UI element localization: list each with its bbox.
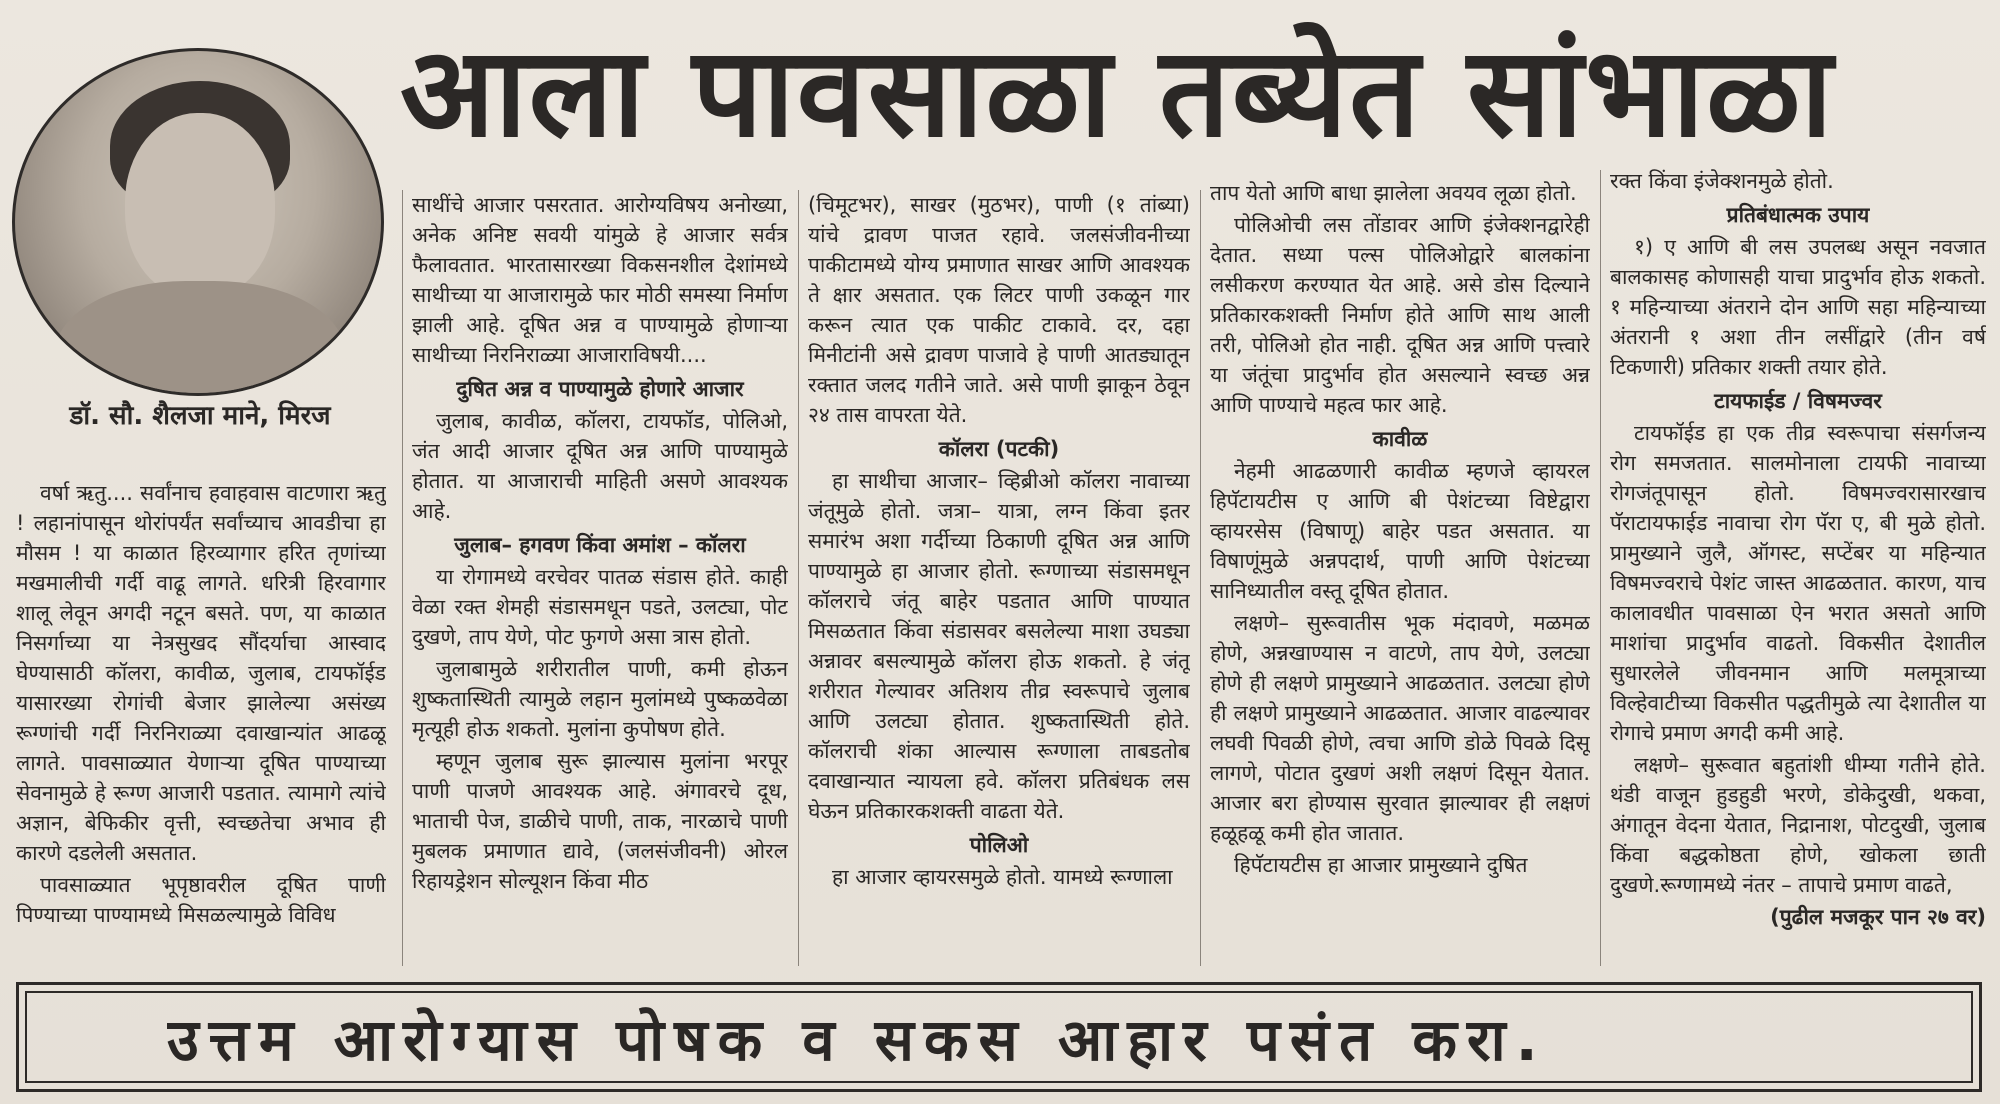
column-4-paragraph-5: हिपॅटायटीस हा आजार प्रामुख्याने दुषित — [1234, 853, 1528, 877]
column-rule — [402, 190, 403, 966]
column-2-paragraph-3: या रोगामध्ये वरचेवर पातळ संडास होते. काही वेळा रक्त शेमही संडासमधून पडते, उलट्या, पोट दुखणे, ताप येणे, पोट फुगणे असा त्रास होतो. — [412, 565, 788, 649]
column-3-paragraph-3: हा आजार व्हायरसमुळे होतो. यामध्ये रूग्णाला — [832, 865, 1173, 889]
article-column-4 — [1210, 178, 1590, 966]
column-2-paragraph-4: जुलाबामुळे शरीरातील पाणी, कमी होऊन शुष्कतास्थिती त्यामुळे लहान मुलांमध्ये पुष्कळवेळा मृत्यूही होऊ शकतो. मुलांना कुपोषण होते. — [412, 657, 788, 741]
column-4-paragraph-3: नेहमी आढळणारी कावीळ म्हणजे व्हायरल हिपॅटायटीस ए आणि बी पेशंटच्या विष्टेद्वारा व्हायरसेस (विषाणू) बाहेर पडत असतात. या विषाणूंमुळे अन्नपदार्थ, पाणी आणि पेशंटच्या सानिध्यातील वस्तू दूषित होतात. — [1210, 459, 1590, 603]
subheading-jaundice: कावीळ — [1372, 427, 1428, 451]
continued-on-page-note: (पुढील मजकूर पान २७ वर) — [1770, 905, 1986, 929]
photo-face — [125, 113, 275, 298]
article-column-5 — [1610, 166, 1986, 966]
subheading-typhoid: टायफाईड / विषमज्वर — [1714, 389, 1882, 413]
article-column-2 — [412, 190, 788, 966]
column-5-paragraph-2: १) ए आणि बी लस उपलब्ध असून नवजात बालकासह कोणासही याचा प्रादुर्भाव होऊ शकतो. १ महिन्याच्या अंतराने दोन आणि सहा महिन्याच्या अंतरानी १ अशा तीन लसींद्वारे (तीन वर्ष टिकणारी) प्रतिकार शक्ती तयार होते. — [1610, 235, 1986, 379]
column-5-paragraph-3: टायफॉईड हा एक तीव्र स्वरूपाचा संसर्गजन्य रोग समजतात. सालमोनाला टायफी नावाच्या रोगजंतूपासून होतो. विषमज्वरासारखाच पॅराटायफाईड नावाचा रोग पॅरा ए, बी मुळे होतो. प्रामुख्याने जुलै, ऑगस्ट, सप्टेंबर या महिन्यात विषमज्वराचे पेशंट जास्त आढळतात. कारण, याच कालावधीत पावसाळा ऐन भरात असतो आणि माशांचा प्रादुर्भाव वाढतो. विकसीत देशातील सुधारलेले जीवनमान आणि मलमूत्राच्या विल्हेवाटीच्या विकसीत पद्धतीमुळे त्या देशातील या रोगाचे प्रमाण अगदी कमी आहे. — [1610, 421, 1986, 745]
article-column-3 — [808, 190, 1190, 966]
subheading-prevention: प्रतिबंधात्मक उपाय — [1726, 203, 1870, 227]
subheading-cholera: कॉलरा (पटकी) — [938, 437, 1060, 461]
column-4-paragraph-1: ताप येतो आणि बाधा झालेला अवयव लूळा होतो. — [1210, 181, 1577, 205]
column-4-paragraph-2: पोलिओची लस तोंडावर आणि इंजेक्शनद्वारेही देतात. सध्या पल्स पोलिओद्वारे बालकांना लसीकरण करण्यात येत आहे. असे डोस दिल्याने प्रतिकारकशक्ती निर्माण होते आणि साथ आली तरी, पोलिओ होत नाही. दूषित अन्न आणि पत्त्वारे या जंतूंचा प्रादुर्भाव होत असल्याने स्वच्छ अन्न आणि पाण्याचे महत्व फार आहे. — [1210, 213, 1590, 417]
headline: आला पावसाळा तब्येत सांभाळा — [400, 21, 1835, 165]
author-photo — [12, 48, 384, 396]
author-byline: डॉ. सौ. शैलजा माने, मिरज — [69, 401, 331, 431]
subheading-contaminated-food-water: दुषित अन्न व पाण्यामुळे होणारे आजार — [456, 377, 744, 401]
column-3-paragraph-1: (चिमूटभर), साखर (मुठभर), पाणी (१ तांब्या) यांचे द्रावण पाजत रहावे. जलसंजीवनीच्या पाकीटामध्ये योग्य प्रमाणात साखर आणि आवश्यक ते क्षार असतात. एक लिटर पाणी उकळून गार करून त्यात एक पाकीट टाकावे. दर, दहा मिनीटांनी असे द्रावण पाजावे हे पाणी आतड्यातून रक्तात जलद गतीने जाते. असे पाणी झाकून ठेवून २४ तास वापरता येते. — [808, 193, 1190, 427]
column-5-paragraph-1: रक्त किंवा इंजेक्शनमुळे होतो. — [1610, 169, 1834, 193]
column-3-paragraph-2: हा साथीचा आजार– व्हिब्रीओ कॉलरा नावाच्या जंतूमुळे होतो. जत्रा– यात्रा, लग्न किंवा इतर समारंभ अशा गर्दीच्या ठिकाणी दूषित अन्न आणि पाण्यामुळे हा आजार होतो. रूग्णाच्या संडासमधून कॉलराचे जंतू बाहेर पडतात आणि पाण्यात मिसळतात किंवा संडासवर बसलेल्या माशा उघड्या अन्नावर बसल्यामुळे कॉलरा होऊ शकतो. हे जंतू शरीरात गेल्यावर अतिशय तीव्र स्वरूपाचे जुलाब आणि उलट्या होतात. शुष्कतास्थिती होते. कॉलराची शंका आल्यास रूग्णाला ताबडतोब दवाखान्यात न्यायला हवे. कॉलरा प्रतिबंधक लस घेऊन प्रतिकारकशक्ती वाढता येते. — [808, 469, 1190, 823]
column-2-paragraph-1: साथींचे आजार पसरतात. आरोग्यविषय अनोख्या, अनेक अनिष्ट सवयी यांमुळे हे आजार सर्वत्र फैलावतात. भारतासारख्या विकसनशील देशांमध्ये साथीच्या या आजारामुळे फार मोठी समस्या निर्माण झाली आहे. दूषित अन्न व पाण्यामुळे होणाऱ्या साथीच्या निरनिराळ्या आजाराविषयी.... — [412, 193, 788, 367]
column-rule — [1600, 170, 1601, 966]
column-2-paragraph-5: म्हणून जुलाब सुरू झाल्यास मुलांना भरपूर पाणी पाजणे आवश्यक आहे. अंगावरचे दूध, भाताची पेज, डाळीचे पाणी, ताक, नारळाचे पाणी मुबलक प्रमाणात द्यावे, (जलसंजीवनी) ओरल रिहायड्रेशन सोल्यूशन किंवा मीठ — [412, 749, 788, 893]
photo-body — [55, 281, 345, 396]
bottom-banner-slogan: उत्तम आरोग्यास पोषक व सकस आहार पसंत करा. — [167, 1006, 1548, 1074]
subheading-polio: पोलिओ — [969, 833, 1029, 857]
column-rule — [798, 190, 799, 966]
column-2-paragraph-2: जुलाब, कावीळ, कॉलरा, टायफॉड, पोलिओ, जंत आदी आजार दूषित अन्न आणि पाण्यामुळे होतात. या आजाराची माहिती असणे आवश्यक आहे. — [412, 409, 788, 523]
column-rule — [1200, 190, 1201, 966]
column-4-paragraph-4: लक्षणे– सुरूवातीस भूक मंदावणे, मळमळ होणे, अन्नखाण्यास न वाटणे, ताप येणे, उलट्या होणे ही लक्षणे प्रामुख्याने आढळतात. उलट्या होणे ही लक्षणे प्रामुख्याने आढळतात. आजार वाढल्यावर लघवी पिवळी होणे, त्वचा आणि डोळे पिवळे दिसू लागणे, पोटात दुखणं अशी लक्षणं दिसून येतात. आजार बरा होण्यास सुरवात झाल्यावर ही लक्षणं हळूहळू कमी होत जातात. — [1210, 611, 1590, 845]
bottom-banner — [16, 982, 1982, 1092]
subheading-diarrhea-cholera: जुलाब– हगवण किंवा अमांश – कॉलरा — [454, 533, 746, 557]
column-1-paragraph-1: वर्षा ऋतु.... सर्वांनाच हवाहवास वाटणारा ऋतु ! लहानांपासून थोरांपर्यंत सर्वांच्याच आवडीचा हा मौसम ! या काळात हिरव्यागार हरित तृणांच्या मखमालीची गर्दी वाढू लागते. धरित्री हिरवागार शालू लेवून अगदी नटून बसते. पण, या काळात निसर्गाच्या या नेत्रसुखद सौंदर्याचा आस्वाद घेण्यासाठी कॉलरा, कावीळ, जुलाब, टायफॉईड यासारख्या रोगांची बेजार झालेल्या असंख्य रूग्णांची गर्दी निरनिराळ्या दवाखान्यांत आढळू लागते. पावसाळ्यात येणाऱ्या दूषित पाण्याच्या सेवनामुळे हे रूग्ण आजारी पडतात. त्यामागे त्यांचे अज्ञान, बेफिकीर वृत्ती, स्वच्छतेचा अभाव ही कारणे दडलेली असतात. — [16, 481, 386, 865]
bottom-banner-inner-border — [25, 991, 1973, 1083]
column-1-paragraph-2: पावसाळ्यात भूपृष्ठावरील दूषित पाणी पिण्याच्या पाण्यामध्ये मिसळल्यामुळे विविध — [16, 873, 386, 927]
article-column-1 — [16, 478, 386, 966]
column-5-paragraph-4: लक्षणे– सुरूवात बहुतांशी धीम्या गतीने होते. थंडी वाजून हुडहुडी भरणे, डोकेदुखी, थकवा, अंगातून वेदना येतात, निद्रानाश, पोटदुखी, जुलाब किंवा बद्धकोष्ठता होणे, खोकला छाती दुखणे.रूग्णामध्ये नंतर – तापाचे प्रमाण वाढते, — [1610, 753, 1986, 897]
